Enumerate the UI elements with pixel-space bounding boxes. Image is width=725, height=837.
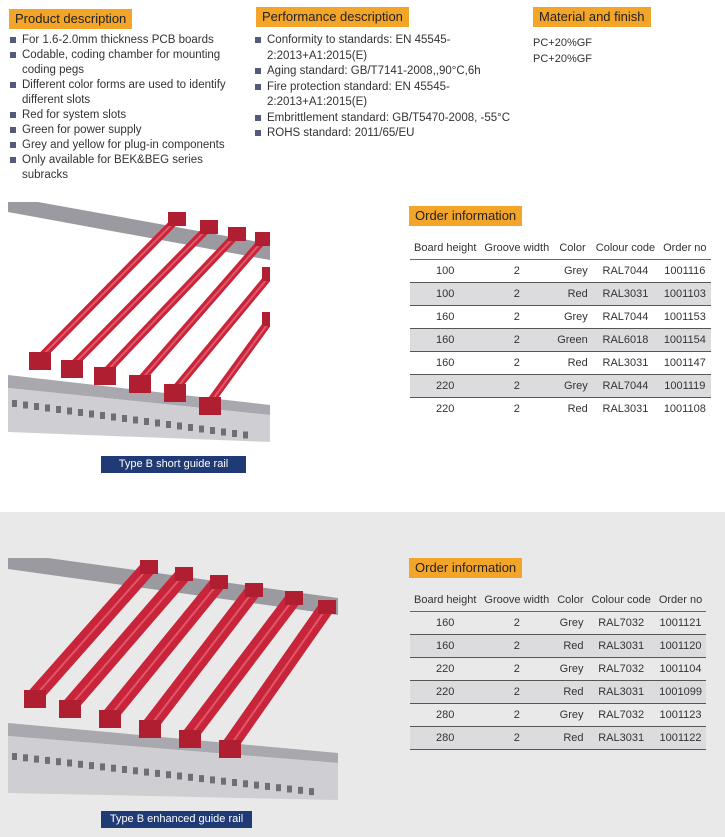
table-cell: 1001108	[663, 403, 706, 415]
table-cell: 160	[436, 617, 455, 629]
slot-tooth	[243, 780, 248, 787]
slot-tooth	[78, 761, 83, 768]
product-item: For 1.6-2.0mm thickness PCB boards	[8, 33, 243, 48]
table-row	[410, 612, 706, 635]
rail-end-block	[210, 575, 228, 589]
slot-tooth	[177, 423, 182, 430]
table-cell: RAL3031	[602, 403, 649, 415]
slot-tooth	[232, 779, 237, 786]
slot-tooth	[12, 753, 17, 760]
product-item: Green for power supply	[8, 123, 243, 138]
table-cell: Red	[567, 403, 588, 415]
table-cell: 220	[410, 375, 480, 398]
material-finish-heading: Material and finish	[533, 7, 651, 27]
table-cell: 2	[480, 635, 553, 658]
table-row	[410, 727, 706, 750]
rail-end-block	[245, 583, 263, 597]
enhanced-guide-rail-image	[8, 553, 338, 800]
rail-end-block	[24, 690, 46, 708]
table-cell: RAL7044	[602, 311, 649, 323]
table-cell: 100	[436, 265, 455, 277]
guide-rail-highlight	[105, 233, 238, 373]
rail-end-block	[179, 730, 201, 748]
table-cell: 2	[480, 681, 553, 704]
slot-tooth	[188, 424, 193, 431]
slot-tooth	[45, 757, 50, 764]
table-cell: 2	[513, 403, 520, 415]
rail-end-block	[199, 397, 221, 415]
slot-tooth	[166, 421, 171, 428]
table-cell: Red	[567, 357, 588, 369]
column-header: Groove width	[480, 589, 553, 612]
table-cell: 1001104	[659, 663, 702, 675]
table-cell: RAL3031	[588, 727, 655, 750]
rail-end-block	[61, 360, 83, 378]
slot-tooth	[56, 758, 61, 765]
table-cell: 1001103	[659, 283, 710, 306]
table-cell: 160	[436, 311, 455, 323]
table-row	[410, 635, 706, 658]
rail-end-block	[99, 710, 121, 728]
slot-tooth	[287, 786, 292, 793]
slot-tooth	[298, 787, 303, 794]
table-row	[410, 681, 706, 704]
table-row	[410, 398, 711, 421]
table-cell: RAL7032	[598, 663, 645, 675]
table-cell: 2	[513, 311, 520, 323]
table-cell: 1001116	[664, 265, 706, 277]
column-header: Colour code	[592, 237, 659, 260]
rail-end-block	[318, 600, 336, 614]
rail-end-block	[255, 232, 270, 246]
slot-tooth	[221, 429, 226, 436]
column-header: Board height	[410, 237, 480, 260]
table-cell: 2	[513, 617, 520, 629]
material-list	[533, 35, 592, 67]
slot-tooth	[67, 760, 72, 767]
rail-end-block	[140, 560, 158, 574]
table-cell: RAL3031	[588, 681, 655, 704]
slot-tooth	[23, 754, 28, 761]
table-cell: 1001123	[659, 709, 702, 721]
product-description-list	[8, 33, 243, 183]
rail-end-block	[262, 312, 270, 326]
table-cell: 160	[410, 329, 480, 352]
table-cell: Red	[553, 681, 587, 704]
table-cell: 2	[513, 265, 520, 277]
rail-end-block	[139, 720, 161, 738]
table-cell: 2	[480, 727, 553, 750]
slot-tooth	[199, 775, 204, 782]
guide-rail-highlight	[72, 226, 210, 366]
slot-tooth	[144, 418, 149, 425]
table-cell: RAL7044	[592, 375, 659, 398]
rail-end-block	[29, 352, 51, 370]
performance-description-heading: Performance description	[256, 7, 409, 27]
table-cell: RAL7032	[598, 709, 645, 721]
table-cell: RAL3031	[602, 357, 649, 369]
table-cell: Grey	[563, 311, 588, 323]
performance-item: Conformity to standards: EN 45545-2:2013+A1:2015(E)	[253, 33, 513, 64]
column-header: Color	[553, 237, 592, 260]
table-cell: 2	[513, 663, 520, 675]
slot-tooth	[265, 783, 270, 790]
material-line: PC+20%GF	[533, 53, 592, 65]
order-information-heading-1: Order information	[409, 206, 522, 226]
slot-tooth	[100, 412, 105, 419]
table-cell: 220	[436, 403, 455, 415]
performance-item: Aging standard: GB/T7141-2008,,90°C,6h	[253, 64, 513, 80]
table-row	[410, 704, 706, 727]
table-cell: 1001099	[655, 681, 706, 704]
slot-tooth	[67, 408, 72, 415]
table-cell: 220	[436, 663, 455, 675]
product-item: Codable, coding chamber for mounting coding pegs	[8, 48, 243, 78]
slot-tooth	[34, 403, 39, 410]
slot-tooth	[111, 414, 116, 421]
guide-rail-highlight	[40, 218, 178, 358]
table-cell: 2	[480, 329, 553, 352]
table-cell: Grey	[553, 375, 592, 398]
enhanced-guide-rail-caption: Type B enhanced guide rail	[101, 811, 252, 828]
table-cell: Grey	[559, 663, 584, 675]
table-cell: 160	[410, 635, 480, 658]
material-line: PC+20%GF	[533, 37, 592, 49]
table-cell: 1001121	[659, 617, 702, 629]
product-item: Only available for BEK&BEG series subracks	[8, 153, 243, 183]
table-cell: Red	[553, 283, 592, 306]
column-header: Order no	[659, 237, 710, 260]
slot-tooth	[188, 774, 193, 781]
table-row	[410, 283, 711, 306]
table-cell: Red	[553, 727, 587, 750]
table-cell: 100	[410, 283, 480, 306]
slot-tooth	[177, 773, 182, 780]
slot-tooth	[309, 788, 314, 795]
table-cell: Grey	[563, 265, 588, 277]
slot-tooth	[243, 432, 248, 439]
table-row	[410, 306, 711, 329]
slot-tooth	[155, 420, 160, 427]
table-cell: 2	[480, 375, 553, 398]
table-cell: 1001147	[663, 357, 706, 369]
slot-tooth	[199, 426, 204, 433]
performance-description-list	[253, 33, 513, 142]
slot-tooth	[23, 402, 28, 409]
table-cell: 1001153	[663, 311, 706, 323]
slot-tooth	[276, 784, 281, 791]
table-row	[410, 375, 711, 398]
slot-tooth	[100, 763, 105, 770]
rail-end-block	[219, 740, 241, 758]
table-cell: 2	[480, 283, 553, 306]
slot-tooth	[78, 409, 83, 416]
column-header: Groove width	[480, 237, 553, 260]
rail-end-block	[129, 375, 151, 393]
slot-tooth	[166, 771, 171, 778]
table-cell: 220	[410, 681, 480, 704]
slot-tooth	[155, 770, 160, 777]
table-cell: RAL6018	[592, 329, 659, 352]
table-row	[410, 329, 711, 352]
rail-end-block	[175, 567, 193, 581]
product-item: Grey and yellow for plug-in components	[8, 138, 243, 153]
performance-item: Embrittlement standard: GB/T5470-2008, -55°C	[253, 111, 513, 127]
table-cell: 160	[436, 357, 455, 369]
rail-end-block	[168, 212, 186, 226]
table-cell: 1001154	[659, 329, 710, 352]
rail-end-block	[59, 700, 81, 718]
column-header: Order no	[655, 589, 706, 612]
table-cell: Grey	[559, 617, 584, 629]
table-row	[410, 658, 706, 681]
slot-tooth	[111, 765, 116, 772]
table-cell: RAL7032	[598, 617, 645, 629]
table-cell: 1001119	[659, 375, 710, 398]
table-cell: 2	[513, 357, 520, 369]
slot-tooth	[144, 769, 149, 776]
product-description-heading: Product description	[9, 9, 132, 29]
slot-tooth	[89, 411, 94, 418]
order-table-1	[410, 237, 711, 420]
slot-tooth	[221, 778, 226, 785]
table-cell: RAL7044	[602, 265, 649, 277]
table-cell: 280	[410, 727, 480, 750]
rail-end-block	[228, 227, 246, 241]
performance-item: Fire protection standard: EN 45545-2:2013+A1:2015(E)	[253, 80, 513, 111]
column-header: Board height	[410, 589, 480, 612]
table-cell: 2	[513, 709, 520, 721]
performance-item: ROHS standard: 2011/65/EU	[253, 126, 513, 142]
short-guide-rail-image	[8, 200, 270, 442]
slot-tooth	[12, 400, 17, 407]
product-item: Red for system slots	[8, 108, 243, 123]
slot-tooth	[254, 782, 259, 789]
slot-tooth	[133, 417, 138, 424]
product-item: Different color forms are used to identify different slots	[8, 78, 243, 108]
order-information-heading-2: Order information	[409, 558, 522, 578]
table-cell: RAL3031	[592, 283, 659, 306]
order-table-2	[410, 589, 706, 750]
table-cell: Green	[553, 329, 592, 352]
slot-tooth	[133, 767, 138, 774]
table-cell: Red	[553, 635, 587, 658]
rail-end-block	[285, 591, 303, 605]
table-cell: RAL3031	[588, 635, 655, 658]
slot-tooth	[89, 762, 94, 769]
slot-tooth	[45, 405, 50, 412]
slot-tooth	[34, 756, 39, 763]
column-header: Colour code	[588, 589, 655, 612]
rail-end-block	[262, 267, 270, 281]
slot-tooth	[122, 766, 127, 773]
table-row	[410, 260, 711, 283]
table-cell: 1001122	[655, 727, 706, 750]
rail-end-block	[94, 367, 116, 385]
slot-tooth	[210, 776, 215, 783]
rail-end-block	[164, 384, 186, 402]
rail-end-block	[200, 220, 218, 234]
column-header: Color	[553, 589, 587, 612]
table-cell: 280	[436, 709, 455, 721]
table-cell: 1001120	[655, 635, 706, 658]
short-guide-rail-caption: Type B short guide rail	[101, 456, 246, 473]
table-row	[410, 352, 711, 375]
slot-tooth	[56, 406, 61, 413]
slot-tooth	[122, 415, 127, 422]
slot-tooth	[232, 430, 237, 437]
table-cell: Grey	[559, 709, 584, 721]
slot-tooth	[210, 427, 215, 434]
